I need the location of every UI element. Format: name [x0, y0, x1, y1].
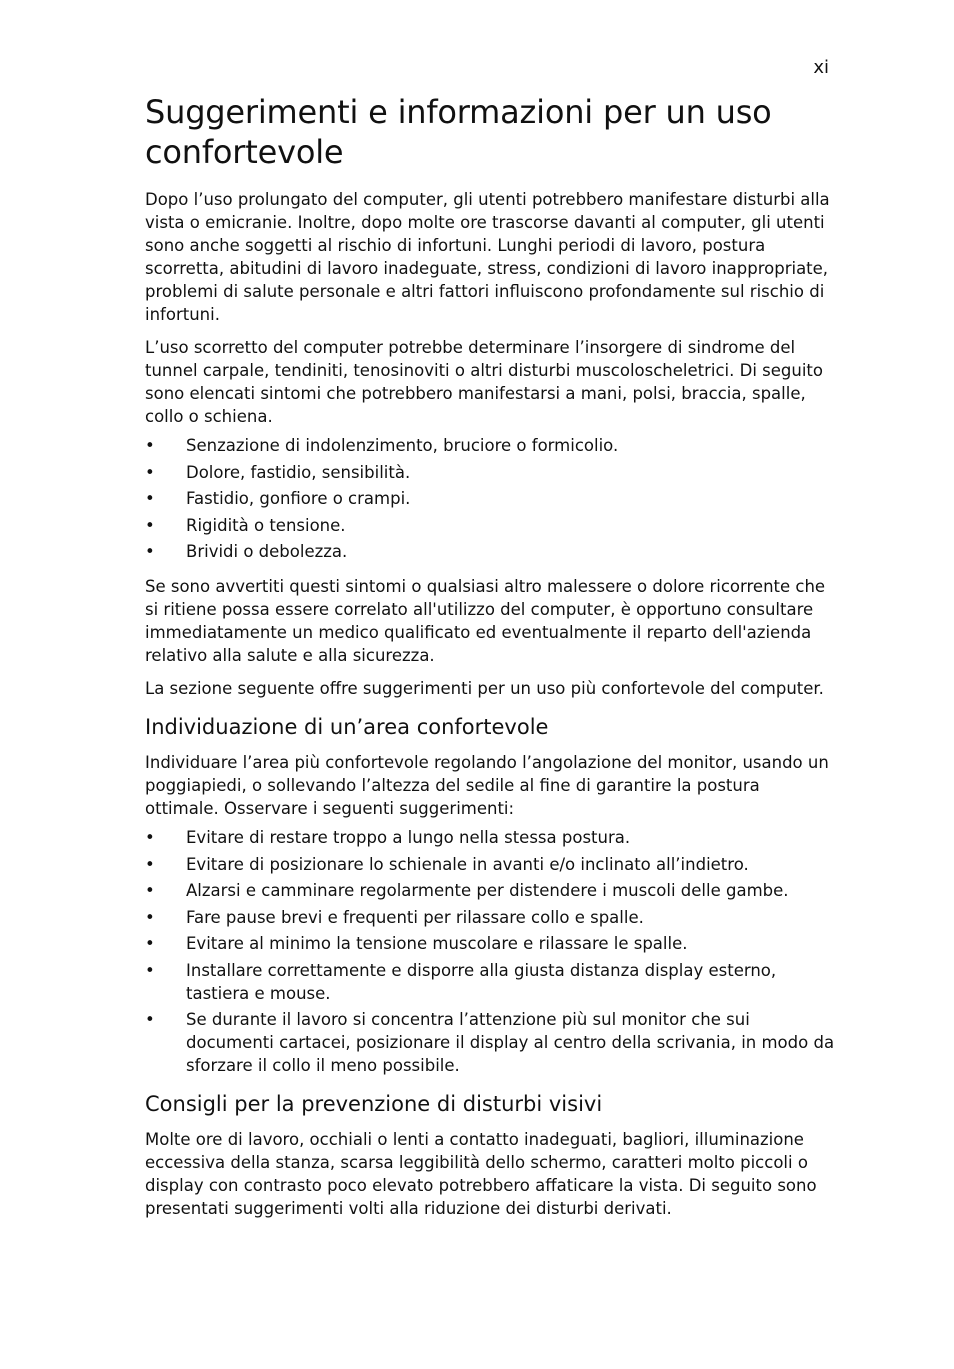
list-item-text: Se durante il lavoro si concentra l’attenzione più sul monitor che sui documenti cartacei, posizionare il display al centro della scrivania, in modo da sforzare il collo il meno possibile. — [186, 1010, 835, 1075]
list-item-text: Alzarsi e camminare regolarmente per distendere i muscoli delle gambe. — [186, 881, 789, 900]
bullet-icon: • — [145, 907, 155, 927]
symptoms-list — [145, 434, 835, 563]
section-intro-paragraph: La sezione seguente offre suggerimenti per un uso più confortevole del computer. — [145, 679, 824, 698]
list-item-text: Rigidità o tensione. — [186, 515, 346, 535]
list-item-text: Evitare di posizionare lo schienale in avanti e/o inclinato all’indietro. — [186, 854, 749, 874]
list-item — [145, 540, 835, 563]
comfort-tips-list — [145, 826, 835, 1077]
intro-paragraph-2: L’uso scorretto del computer potrebbe determinare l’insorgere di sindrome del tunnel carpale, tendiniti, tenosinoviti o altri disturbi muscoloscheletrici. Di seguito sono elencati sintomi che potrebbero manifestarsi a mani, polsi, braccia, spalle, collo o schiena. — [145, 338, 823, 426]
bullet-icon: • — [145, 960, 155, 980]
list-item — [145, 959, 835, 1005]
list-item — [145, 461, 835, 484]
bullet-icon: • — [145, 934, 155, 953]
symptoms-advice-paragraph: Se sono avvertiti questi sintomi o qualsiasi altro malessere o dolore ricorrente che si ritiene possa essere correlato all'utilizzo del computer, è opportuno consultare immediatamente un medico qualificato ed eventualmente il reparto dell'azienda relativo alla salute e alla sicurezza. — [145, 577, 826, 665]
list-item — [145, 879, 835, 902]
list-item — [145, 434, 835, 457]
page-content — [145, 92, 835, 1230]
bullet-icon: • — [145, 515, 155, 535]
section-heading-vision: Consigli per la prevenzione di disturbi visivi — [145, 1092, 603, 1116]
bullet-icon: • — [145, 542, 155, 561]
vision-paragraph: Molte ore di lavoro, occhiali o lenti a contatto inadeguati, bagliori, illuminazione eccessiva della stanza, scarsa leggibilità dello schermo, caratteri molto piccoli o display con contrasto poco elevato potrebbero affaticare la vista. Di seguito sono presentati suggerimenti volti alla riduzione dei disturbi derivati. — [145, 1130, 817, 1218]
list-item — [145, 853, 835, 876]
list-item — [145, 1008, 835, 1077]
comfort-area-paragraph: Individuare l’area più confortevole regolando l’angolazione del monitor, usando un poggiapiedi, o sollevando l’altezza del sedile al fine di garantire la postura ottimale. Osservare i seguenti suggerimenti: — [145, 753, 829, 818]
bullet-icon: • — [145, 462, 155, 482]
list-item-text: Installare correttamente e disporre alla giusta distanza display esterno, tastiera e mouse. — [186, 960, 777, 1003]
list-item-text: Brividi o debolezza. — [186, 542, 348, 561]
list-item-text: Evitare al minimo la tensione muscolare e rilassare le spalle. — [186, 934, 688, 953]
list-item-text: Dolore, fastidio, sensibilità. — [186, 462, 411, 482]
list-item — [145, 826, 835, 849]
list-item — [145, 514, 835, 537]
bullet-icon: • — [145, 881, 155, 900]
bullet-icon: • — [145, 1010, 155, 1029]
bullet-icon: • — [145, 489, 155, 508]
page-number: xi — [813, 57, 829, 78]
list-item — [145, 932, 835, 955]
list-item — [145, 487, 835, 510]
list-item-text: Evitare di restare troppo a lungo nella stessa postura. — [186, 828, 631, 847]
list-item-text: Fare pause brevi e frequenti per rilassare collo e spalle. — [186, 907, 644, 927]
list-item — [145, 906, 835, 929]
bullet-icon: • — [145, 436, 155, 455]
page-title: Suggerimenti e informazioni per un uso confortevole — [145, 93, 772, 171]
intro-paragraph-1: Dopo l’uso prolungato del computer, gli utenti potrebbero manifestare disturbi alla vista o emicranie. Inoltre, dopo molte ore trascorse davanti al computer, gli utenti sono anche soggetti al rischio di infortuni. Lunghi periodi di lavoro, postura scorretta, abitudini di lavoro inadeguate, stress, condizioni di lavoro inappropriate, problemi di salute personale e altri fattori influiscono profondamente sul rischio di infortuni. — [145, 190, 830, 324]
bullet-icon: • — [145, 828, 155, 847]
section-heading-comfort-area: Individuazione di un’area confortevole — [145, 715, 549, 739]
list-item-text: Fastidio, gonfiore o crampi. — [186, 489, 411, 508]
list-item-text: Senzazione di indolenzimento, bruciore o formicolio. — [186, 436, 619, 455]
bullet-icon: • — [145, 854, 155, 874]
